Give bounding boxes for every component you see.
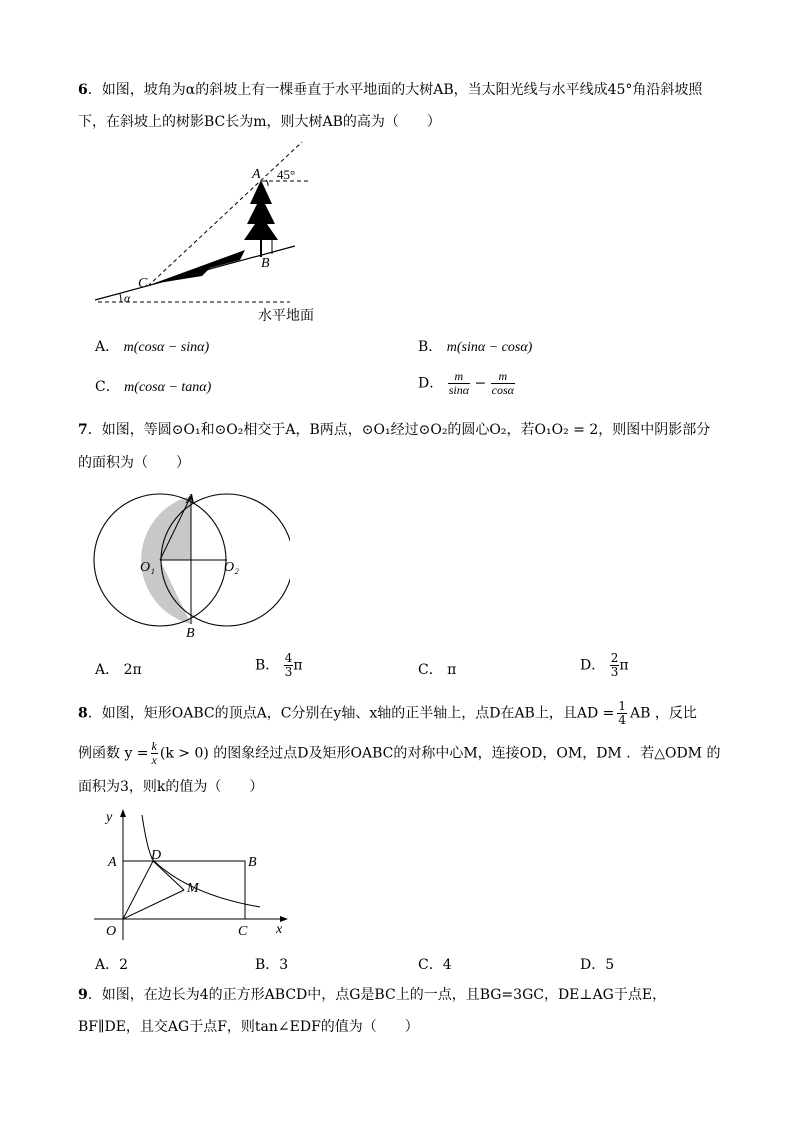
q6-label-45: 45° <box>277 167 296 182</box>
q7-line-1: 7．如图，等圆⊙O₁和⊙O₂相交于A，B两点，⊙O₁经过⊙O₂的圆心O₂，若O₁O₂ = 2，则图中阴影部分 <box>78 422 711 438</box>
q8-option-c[interactable]: C．4 <box>418 957 452 973</box>
q8-line-2: 例函数 y = $\frac{k}{x}$ (k > 0) 的图象经过点D及矩形OABC的对称中心M，连接OD，OM，DM ．若△ODM 的 <box>78 739 721 767</box>
q8-option-d[interactable]: D．5 <box>580 957 615 973</box>
q9-line-2: BF∥DE，且交AG于点F，则tan∠EDF的值为（ ） <box>78 1019 419 1035</box>
q8-option-a[interactable]: A．2 <box>95 957 129 973</box>
q7-label-o1: O₁ <box>140 560 155 575</box>
q6-option-c[interactable]: C． m(cosα − tanα) <box>95 379 212 395</box>
q6-option-d[interactable]: D． $\frac{m}{\sin\alpha}$ − $\frac{m}{\cos\alpha}$ <box>418 369 514 397</box>
q8-label-a: A <box>108 855 117 870</box>
q6-label-alpha: α <box>124 291 131 305</box>
q7-label-a: A <box>186 492 195 507</box>
q6-number: 6 <box>78 82 88 98</box>
q8-label-m: M <box>187 881 199 896</box>
q6-option-b[interactable]: B． m(sinα − cosα) <box>418 339 533 355</box>
q8-label-b: B <box>248 855 257 870</box>
q7-option-d[interactable]: D． $\frac{2}{3}$ π <box>580 651 629 679</box>
q7-figure <box>90 485 290 645</box>
q7-label-o2: O₂ <box>224 560 239 575</box>
q9-line-1: 9．如图，在边长为4的正方形ABCD中，点G是BC上的一点，且BG=3GC，DE⊥AG于点E， <box>78 987 667 1003</box>
q7-option-a[interactable]: A． 2π <box>95 662 142 678</box>
q8-label-c: C <box>238 924 248 939</box>
q6-line-1 <box>78 80 702 100</box>
q6-figure <box>90 140 320 325</box>
q6-line-2: 下，在斜坡上的树影BC长为m，则大树AB的高为（ ） <box>78 114 441 130</box>
q7-line-2: 的面积为（ ） <box>78 455 190 471</box>
q7-option-b[interactable]: B． $\frac{4}{3}$ π <box>255 651 303 679</box>
q8-label-x: x <box>276 922 283 937</box>
q6-text-1: ．如图，坡角为α的斜坡上有一棵垂直于水平地面的大树AB，当太阳光线与水平线成45°角沿斜坡照 <box>87 82 703 98</box>
q8-label-d: D <box>151 848 162 863</box>
q8-label-y: y <box>106 810 113 825</box>
q8-figure <box>90 805 300 945</box>
q6-label-b: B <box>261 256 270 271</box>
q7-label-b: B <box>186 626 195 641</box>
q8-option-b[interactable]: B．3 <box>255 957 289 973</box>
q8-line-3: 面积为3，则k的值为（ ） <box>78 779 264 795</box>
q8-label-o: O <box>106 924 117 939</box>
q6-option-a[interactable]: A． m(cosα − sinα) <box>95 339 210 355</box>
q6-label-c: C <box>138 276 148 291</box>
q6-label-a: A <box>252 167 261 182</box>
q7-option-c[interactable]: C． π <box>418 662 457 678</box>
q6-label-ground: 水平地面 <box>258 309 314 324</box>
q8-line-1: 8．如图，矩形OABC的顶点A，C分别在y轴、x轴的正半轴上，点D在AB上，且AD = $\frac{1}{4}$ AB ，反比 <box>78 699 697 727</box>
